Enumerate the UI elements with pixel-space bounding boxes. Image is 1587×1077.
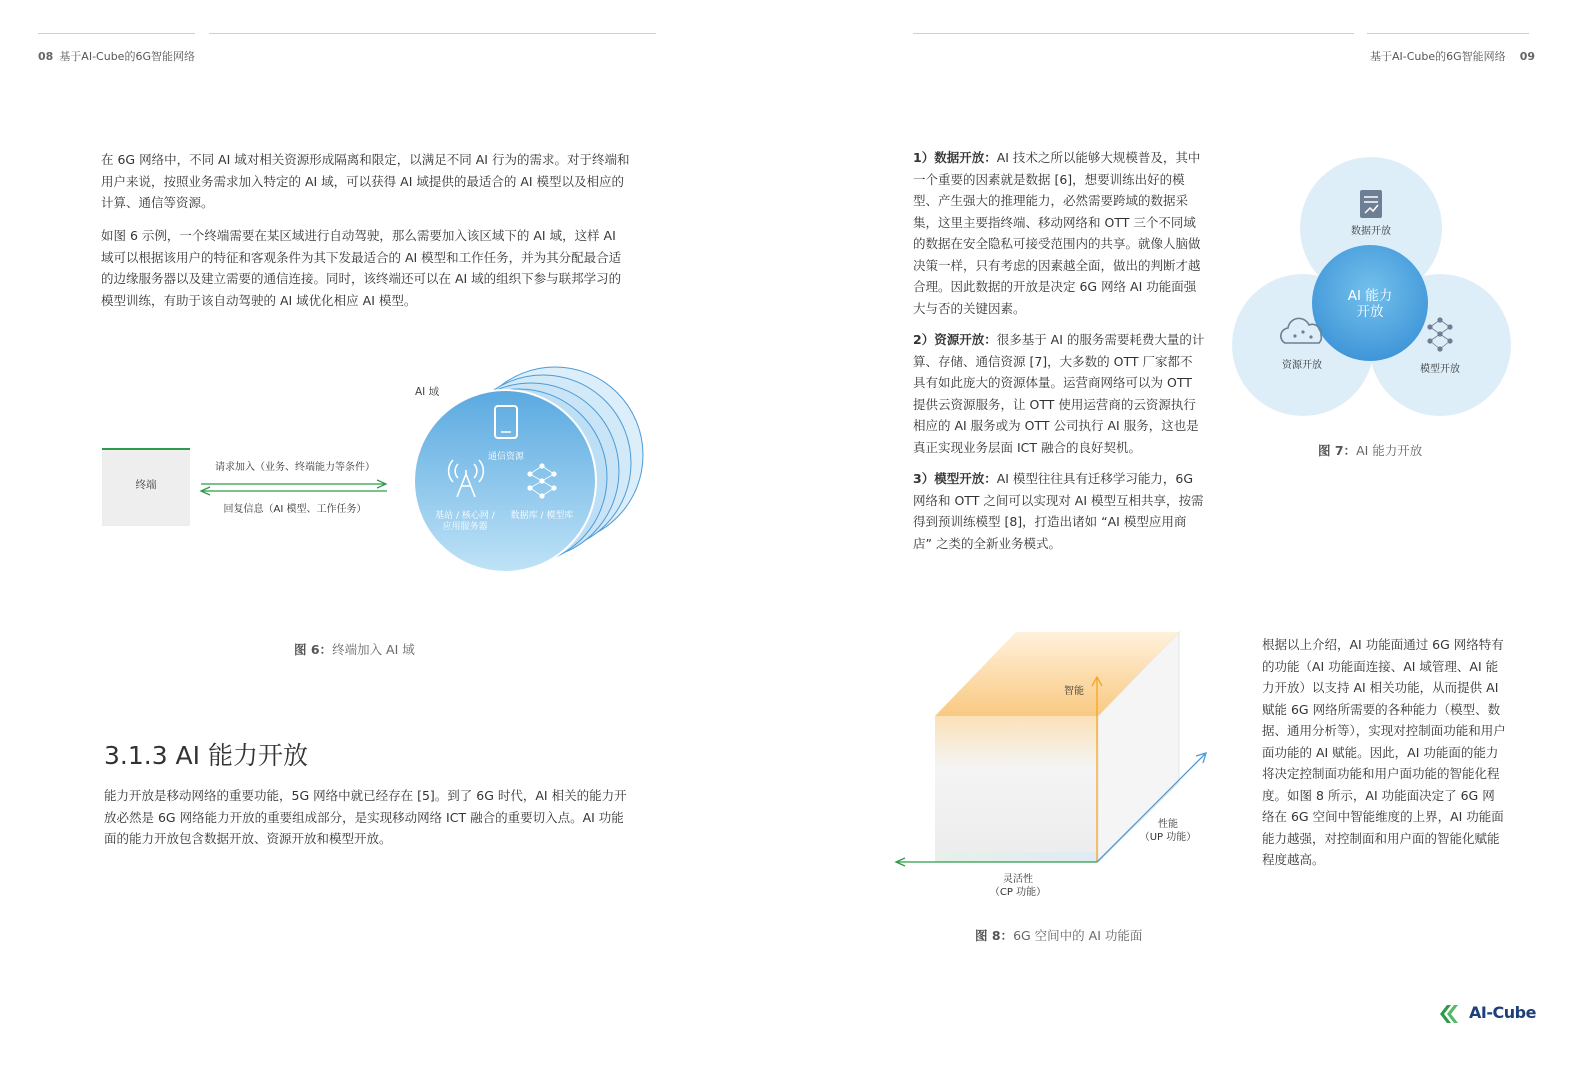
figure-8-caption bbox=[975, 926, 1142, 944]
figure-8-caption-number: 图 8： bbox=[975, 928, 1014, 943]
data-open-label: 数据开放 bbox=[1351, 226, 1391, 237]
right-item-1 bbox=[913, 147, 1205, 319]
figure-8-cube bbox=[890, 630, 1220, 900]
right-item-3 bbox=[913, 468, 1205, 554]
header-rule-right-short bbox=[1367, 33, 1529, 34]
figure-6-caption-text: 终端加入 AI 域 bbox=[332, 642, 415, 657]
figure-6-diagram bbox=[95, 360, 655, 580]
item-1-title: 1）数据开放： bbox=[913, 150, 997, 165]
header-rule-left-long bbox=[209, 33, 656, 34]
server-label: 应用服务器 bbox=[442, 522, 488, 532]
figure-8-caption-text: 6G 空间中的 AI 功能面 bbox=[1013, 928, 1143, 943]
request-label: 请求加入（业务、终端能力等条件） bbox=[215, 462, 375, 473]
header-rule-left-short bbox=[38, 33, 195, 34]
item-2-title: 2）资源开放： bbox=[913, 332, 997, 347]
flexibility-label: 灵活性 bbox=[1003, 874, 1033, 885]
left-paragraph-3: 能力开放是移动网络的重要功能，5G 网络中就已经存在 [5]。到了 6G 时代，AI 相关的能力开放必然是 6G 网络能力开放的重要组成部分，是实现移动网络 ICT 融合的重要切入点。AI 功能面的能力开放包含数据开放、资源开放和模型开放。 bbox=[104, 788, 627, 846]
resource-open-label: 资源开放 bbox=[1282, 360, 1322, 371]
performance-label: 性能 bbox=[1158, 819, 1178, 830]
figure-7-caption-number: 图 7： bbox=[1318, 443, 1357, 458]
figure-7-venn bbox=[1225, 150, 1520, 422]
header-rule-right-long bbox=[913, 33, 1354, 34]
figure-6-caption bbox=[294, 640, 415, 658]
left-paragraph-2: 如图 6 示例，一个终端需要在某区域进行自动驾驶，那么需要加入该区域下的 AI 域，这样 AI 域可以根据该用户的特征和客观条件为其下发最适合的 AI 模型和工作任务，并为其分配最合适的边缘服务器以及建立需要的通信连接。同时，该终端还可以在 AI 域的组织下参与联邦学习的模型训练，有助于该自动驾驶的 AI 域优化相应 AI 模型。 bbox=[101, 228, 622, 308]
comm-resource-label: 通信资源 bbox=[487, 452, 525, 462]
center-label-1: AI 能力 bbox=[1347, 288, 1393, 304]
ai-domain-label: AI 域 bbox=[415, 386, 440, 398]
item-3-text: AI 模型往往具有迁移学习能力，6G 网络和 OTT 之间可以实现对 AI 模型互相共享，按需得到预训练模型 [8]，打造出诸如 “AI 模型应用商店” 之类的全新业务模式。 bbox=[913, 471, 1204, 551]
reply-label: 回复信息（AI 模型、工作任务） bbox=[223, 504, 367, 515]
item-3-title: 3）模型开放： bbox=[913, 471, 997, 486]
cp-label: （CP 功能） bbox=[989, 887, 1047, 898]
header-title-left: 基于AI-Cube的6G智能网络 bbox=[59, 50, 195, 63]
station-label: 基站 / 核心网 / bbox=[435, 511, 495, 521]
page-number-left: 08 bbox=[38, 50, 54, 63]
section-title: 3.1.3 AI 能力开放 bbox=[104, 741, 308, 770]
up-label: （UP 功能） bbox=[1139, 832, 1197, 843]
left-paragraph-1: 在 6G 网络中，不同 AI 域对相关资源形成隔离和限定，以满足不同 AI 行为的需求。对于终端和用户来说，按照业务需求加入特定的 AI 域，可以获得 AI 域提供的最适合的 AI 模型以及相应的计算、通信等资源。 bbox=[101, 152, 630, 210]
figure-7-caption bbox=[1318, 441, 1422, 459]
figure-7-caption-text: AI 能力开放 bbox=[1356, 443, 1423, 458]
db-model-label: 数据库 / 模型库 bbox=[510, 511, 574, 521]
intelligence-label: 智能 bbox=[1064, 686, 1084, 697]
terminal-label: 终端 bbox=[135, 479, 157, 491]
document-chart-icon bbox=[1360, 190, 1382, 218]
right-paragraph-4: 根据以上介绍，AI 功能面通过 6G 网络特有的功能（AI 功能面连接、AI 域管理、AI 能力开放）以支持 AI 相关功能，从而提供 AI 赋能 6G 网络所需要的各种能力（模型、数据、通用分析等），实现对控制面功能和用户面功能的 AI 赋能。因此，AI 功能面的能力将决定控制面功能和用户面功能的智能化程度。如图 8 所示，AI 功能面决定了 6G 网络在 6G 空间中智能维度的上界，AI 功能面能力越强，对控制面和用户面的智能化赋能程度越高。 bbox=[1262, 637, 1506, 867]
ai-cube-logo-text: AI-Cube bbox=[1469, 1003, 1536, 1022]
ai-cube-logo-icon bbox=[1438, 1003, 1466, 1025]
cube-front-face bbox=[935, 716, 1098, 862]
header-right bbox=[1370, 48, 1535, 64]
model-open-label: 模型开放 bbox=[1420, 364, 1460, 375]
ai-domain-main bbox=[414, 390, 596, 572]
header-left bbox=[32, 48, 195, 64]
item-2-text: 很多基于 AI 的服务需要耗费大量的计算、存储、通信资源 [7]，大多数的 OTT 厂家都不具有如此庞大的资源体量。运营商网络可以为 OTT 提供云资源服务，让 OTT 使用运营商的云资源执行相应的 AI 服务或为 OTT 公司执行 AI 服务，这也是真正实现业务层面 ICT 融合的良好契机。 bbox=[913, 332, 1205, 455]
figure-6-caption-number: 图 6： bbox=[294, 642, 333, 657]
page-number-right: 09 bbox=[1519, 50, 1535, 63]
item-1-text: AI 技术之所以能够大规模普及，其中一个重要的因素就是数据 [6]，想要训练出好的模型、产生强大的推理能力，必然需要跨域的数据采集，这里主要指终端、移动网络和 OTT 三个不同域的数据在安全隐私可接受范围内的共享。就像人脑做决策一样，只有考虑的因素越全面，做出的判断才越合理。因此数据的开放是决定 6G 网络 AI 功能面强大与否的关键因素。 bbox=[913, 150, 1201, 316]
right-item-2 bbox=[913, 329, 1205, 458]
header-title-right: 基于AI-Cube的6G智能网络 bbox=[1370, 50, 1506, 63]
center-label-2: 开放 bbox=[1356, 304, 1384, 320]
